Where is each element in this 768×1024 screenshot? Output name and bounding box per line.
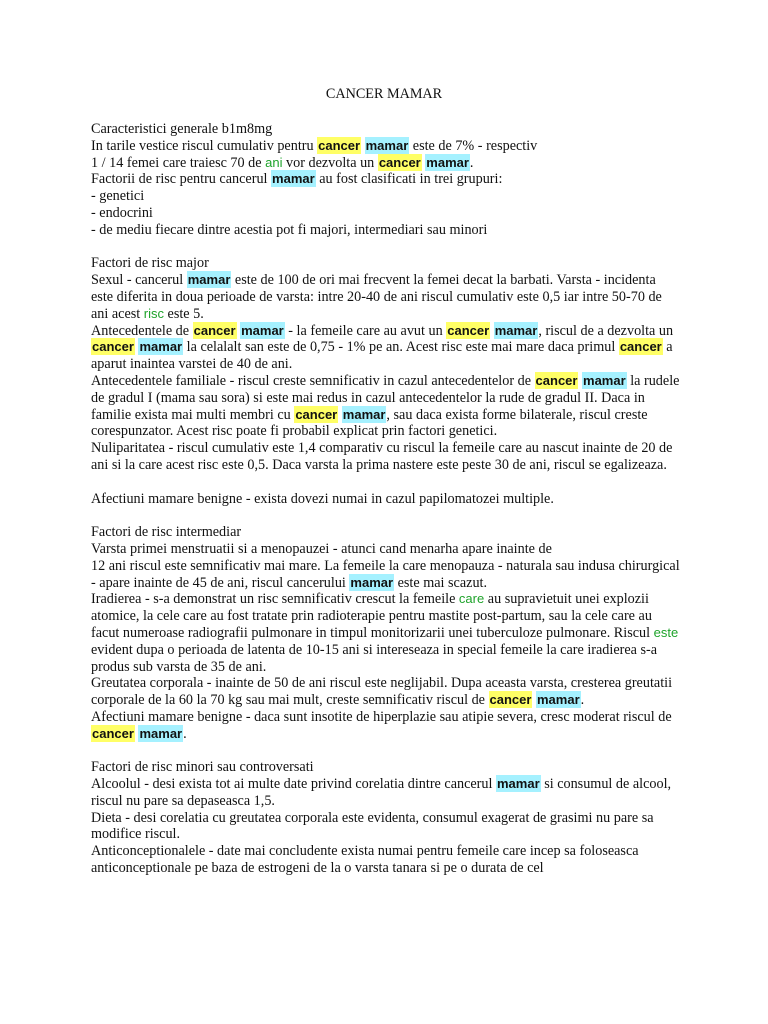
paragraph — [91, 155, 681, 172]
text-run: Afectiuni mamare benigne - daca sunt insotite de hiperplazie sau atipie severa, cresc moderat riscul de — [91, 708, 672, 725]
text-run: 1 / 14 femei care traiesc 70 de — [91, 154, 266, 171]
paragraph-spacer — [91, 474, 681, 491]
highlighted-keyword-mamar[interactable]: mamar — [426, 154, 469, 170]
text-run: si consumul de alcool, riscul nu pare sa depaseasca 1,5. — [91, 776, 672, 809]
paragraph — [91, 121, 681, 138]
paragraph — [91, 323, 681, 373]
paragraph — [91, 591, 681, 675]
text-run: este de 100 de ori mai frecvent la femei decat la barbati. Varsta - incidenta este diferita in doua perioade de varsta: intre 20-40 de ani riscul cumulativ este 0,5 iar intre 50-70 de ani acest — [91, 272, 662, 322]
page-title: CANCER MAMAR — [325, 86, 443, 102]
keyword-link[interactable]: care — [458, 591, 485, 607]
highlighted-keyword-mamar[interactable]: mamar — [139, 725, 183, 741]
text-run: In tarile vestice riscul cumulativ pentru — [91, 137, 318, 154]
text-run: Sexul - cancerul — [91, 272, 187, 289]
document-body — [91, 121, 681, 877]
highlighted-keyword-mamar[interactable]: mamar — [241, 322, 284, 338]
paragraph — [91, 205, 681, 222]
text-run: Greutatea corporala - inainte de 50 de ani riscul este neglijabil. Dupa aceasta varsta, cresterea greutatii corporale de la 60 la 70 kg sau mai mult, creste semnificativ riscul de — [91, 675, 673, 709]
highlighted-keyword-cancer[interactable]: cancer — [378, 154, 421, 170]
text-run: la rudele de gradul I (mama sau sora) si este mai redus in cazul antecedentelor la rude de gradul II. Daca in familie exista mai multi membri cu — [91, 372, 680, 423]
highlighted-keyword-cancer[interactable]: cancer — [619, 339, 662, 355]
text-run: vor dezvolta un — [282, 154, 378, 171]
highlighted-keyword-mamar[interactable]: mamar — [350, 574, 394, 590]
text-run: au fost clasificati in trei grupuri: — [315, 171, 503, 188]
text-run: Factori de risc intermediar — [91, 524, 242, 541]
text-run: Nuliparitatea - riscul cumulativ este 1,4 comparativ cu riscul la femeile care au nascut inainte de 20 de ani si la care acest risc este 0,5. Daca varsta la prima nastere este peste 30 de ani, riscul se egalizeaza. — [91, 440, 673, 473]
highlighted-keyword-mamar[interactable]: mamar — [536, 692, 580, 708]
text-run: Varsta primei menstruatii si a menopauzei - atunci cand menarha apare inainte de — [91, 540, 552, 557]
paragraph — [91, 843, 681, 877]
text-run: a aparut inaintea varstei de 40 de ani. — [91, 339, 673, 373]
highlighted-keyword-mamar[interactable]: mamar — [342, 406, 386, 422]
paragraph-spacer — [91, 239, 681, 256]
highlighted-keyword-mamar[interactable]: mamar — [139, 339, 183, 355]
text-run: este de 7% - respectiv — [409, 137, 538, 154]
paragraph — [91, 675, 681, 709]
text-run: este mai scazut. — [394, 574, 488, 591]
paragraph — [91, 373, 681, 440]
highlighted-keyword-cancer[interactable]: cancer — [489, 692, 532, 708]
paragraph-spacer — [91, 507, 681, 524]
paragraph — [91, 255, 681, 272]
paragraph — [91, 810, 681, 844]
paragraph — [91, 759, 681, 776]
text-run: Afectiuni mamare benigne - exista dovezi numai in cazul papilomatozei multiple. — [91, 490, 554, 507]
highlighted-keyword-cancer[interactable]: cancer — [318, 137, 361, 153]
text-run: Iradierea - s-a demonstrat un risc semnificativ crescut la femeile — [91, 591, 459, 608]
text-run: este 5. — [164, 305, 204, 322]
highlighted-keyword-mamar[interactable]: mamar — [365, 137, 409, 153]
paragraph — [91, 524, 681, 541]
keyword-link[interactable]: este — [653, 624, 679, 640]
highlighted-keyword-mamar[interactable]: mamar — [494, 322, 538, 338]
highlighted-keyword-mamar[interactable]: mamar — [272, 171, 315, 187]
text-run: - endocrini — [91, 204, 153, 221]
text-run: - de mediu fiecare dintre acestia pot fi majori, intermediari sau minori — [91, 221, 488, 238]
paragraph — [91, 272, 681, 322]
text-run: Antecedentele de — [91, 322, 193, 339]
paragraph — [91, 440, 681, 474]
text-run: . — [183, 725, 187, 742]
text-run: 12 ani riscul este semnificativ mai mare. La femeile la care menopauza - naturala sau indusa chirurgical - apare inainte de 45 de ani, riscul cancerului — [91, 557, 680, 591]
highlighted-keyword-cancer[interactable]: cancer — [92, 339, 134, 355]
text-run: - la femeile care au avut un — [284, 322, 447, 339]
paragraph — [91, 222, 681, 239]
highlighted-keyword-cancer[interactable]: cancer — [535, 372, 578, 388]
text-run: Caracteristici generale b1m8mg — [91, 121, 273, 137]
text-run: Factori de risc minori sau controversati — [91, 759, 314, 776]
text-run: Factori de risc major — [91, 255, 209, 272]
text-run: Antecedentele familiale - riscul creste semnificativ in cazul antecedentelor de — [91, 372, 535, 389]
paragraph-spacer — [91, 742, 681, 759]
highlighted-keyword-cancer[interactable]: cancer — [447, 322, 490, 338]
text-run: . — [580, 692, 585, 709]
text-run: , sau daca exista forme bilaterale, riscul creste corespunzator. Acest risc poate fi probabil explicat prin factori genetici. — [91, 406, 648, 440]
text-run: , riscul de a dezvolta un — [538, 322, 674, 339]
highlighted-keyword-mamar[interactable]: mamar — [497, 776, 540, 792]
text-run: la celalalt san este de 0,75 - 1% pe an. Acest risc este mai mare daca primul — [183, 339, 619, 356]
text-run: Factorii de risc pentru cancerul — [91, 171, 272, 188]
paragraph — [91, 491, 681, 508]
paragraph — [91, 138, 681, 155]
text-run: Dieta - desi corelatia cu greutatea corporala este evidenta, consumul exagerat de grasimi nu pare sa modifice riscul. — [91, 809, 654, 843]
text-run: - genetici — [91, 188, 145, 205]
paragraph — [91, 558, 681, 592]
keyword-link[interactable]: risc — [143, 305, 164, 321]
text-run: Alcoolul - desi exista tot ai multe date privind corelatia dintre cancerul — [91, 776, 496, 793]
highlighted-keyword-cancer[interactable]: cancer — [92, 725, 134, 741]
text-run: Anticonceptionalele - date mai concludente exista numai pentru femeile care incep sa foloseasca anticonceptionale pe baza de estrogeni de la o varsta tanara si pe o durata de cel — [91, 843, 639, 877]
highlighted-keyword-cancer[interactable]: cancer — [295, 406, 338, 422]
paragraph — [91, 188, 681, 205]
paragraph — [91, 776, 681, 810]
paragraph — [91, 709, 681, 743]
text-run: evident dupa o perioada de latenta de 10-15 ani si intereseaza in special femeile la care iradierea s-a produs sub varsta de 35 de ani. — [91, 641, 658, 675]
highlighted-keyword-mamar[interactable]: mamar — [583, 372, 626, 388]
keyword-link[interactable]: ani — [265, 154, 283, 170]
paragraph — [91, 541, 681, 558]
highlighted-keyword-cancer[interactable]: cancer — [193, 322, 236, 338]
highlighted-keyword-mamar[interactable]: mamar — [187, 272, 231, 288]
paragraph — [91, 171, 681, 188]
text-run: . — [469, 154, 474, 171]
text-run: au supravietuit unei explozii atomice, la cele care au fost tratate prin radioterapie pentru mastite post-partum, sau la cele care au facut numeroase radiografii pulmonare in timpul monitorizarii unei tuberculoze pulmonare. Riscul — [91, 591, 654, 641]
